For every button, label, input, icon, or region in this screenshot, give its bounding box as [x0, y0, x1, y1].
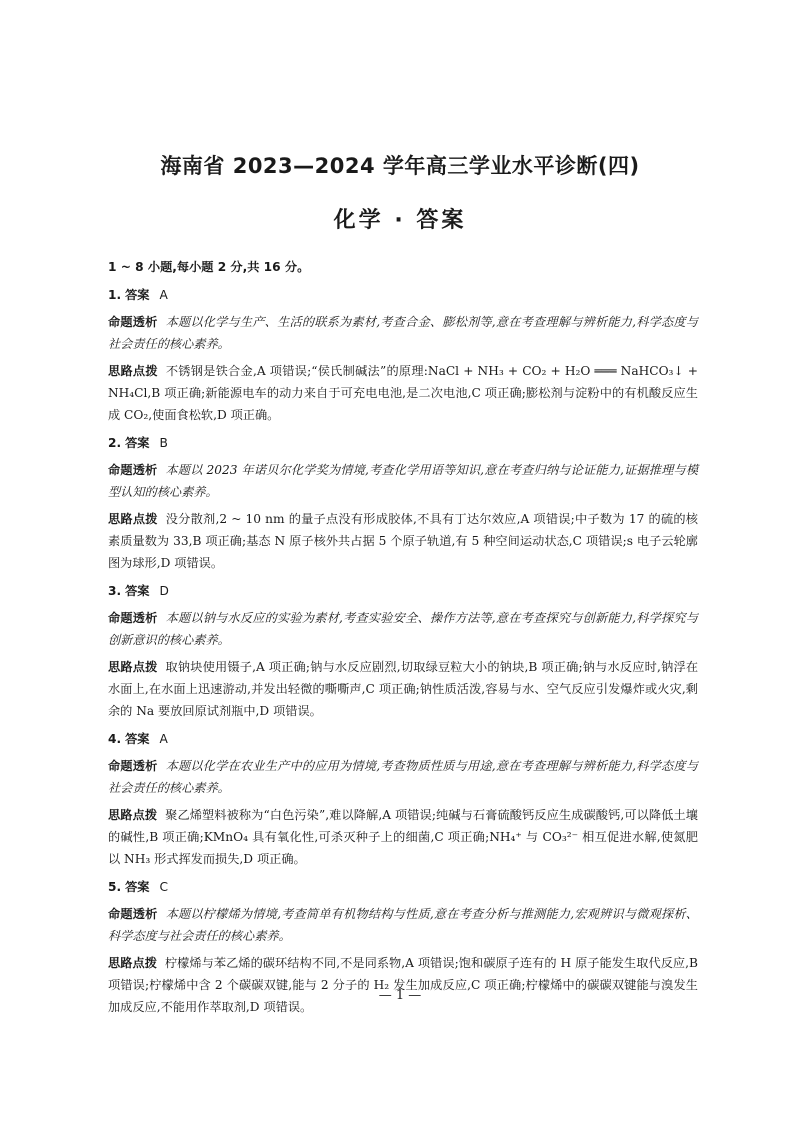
section-intro: 1 ~ 8 小题,每小题 2 分,共 16 分。 [108, 260, 310, 274]
analysis-label: 命题透析 [108, 315, 158, 329]
analysis-paragraph [108, 311, 698, 355]
question-number: 4. [108, 732, 122, 746]
answer-label: 答案 [125, 436, 150, 450]
hint-paragraph [108, 952, 698, 1018]
question-block [108, 432, 698, 574]
page-number: — 1 — [378, 988, 422, 1003]
question-block [108, 728, 698, 870]
hint-text: 取钠块使用镊子,A 项正确;钠与水反应剧烈,切取绿豆粒大小的钠块,B 项正确;钠与水反应时,钠浮在水面上,在水面上迅速游动,并发出轻微的嘶嘶声,C 项正确;钠性质活泼,容易与水、空气反应引发爆炸或火灾,剩余的 Na 要放回原试剂瓶中,D 项错误。 [108, 660, 699, 718]
answer-letter: A [159, 288, 168, 302]
answer-label: 答案 [125, 880, 150, 894]
hint-paragraph [108, 360, 698, 426]
hint-label: 思路点拨 [108, 808, 158, 822]
analysis-paragraph [108, 607, 698, 651]
hint-label: 思路点拨 [108, 956, 157, 970]
answer-letter: D [159, 584, 169, 598]
analysis-paragraph [108, 755, 698, 799]
analysis-text: 本题以 2023 年诺贝尔化学奖为情境,考查化学用语等知识,意在考查归纳与论证能力,证据推理与模型认知的核心素养。 [108, 463, 699, 499]
answer-line [108, 728, 698, 750]
answer-letter: C [159, 880, 169, 894]
analysis-paragraph [108, 903, 698, 947]
analysis-label: 命题透析 [108, 907, 158, 921]
analysis-text: 本题以柠檬烯为情境,考查简单有机物结构与性质,意在考查分析与推测能力,宏观辨识与微观探析、科学态度与社会责任的核心素养。 [108, 907, 698, 943]
hint-label: 思路点拨 [108, 512, 158, 526]
answer-letter: A [159, 732, 168, 746]
analysis-text: 本题以化学在农业生产中的应用为情境,考查物质性质与用途,意在考查理解与辨析能力,科学态度与社会责任的核心素养。 [108, 759, 698, 795]
answer-line [108, 432, 698, 454]
hint-label: 思路点拨 [108, 364, 158, 378]
analysis-label: 命题透析 [108, 463, 158, 477]
analysis-text: 本题以化学与生产、生活的联系为素材,考查合金、膨松剂等,意在考查理解与辨析能力,科学态度与社会责任的核心素养。 [108, 315, 698, 351]
hint-paragraph [108, 804, 698, 870]
answer-line [108, 284, 698, 306]
answer-label: 答案 [125, 288, 150, 302]
answer-line [108, 580, 698, 602]
answer-letter: B [159, 436, 168, 450]
question-number: 3. [108, 584, 122, 598]
analysis-paragraph [108, 459, 698, 503]
answer-line [108, 876, 698, 898]
hint-paragraph [108, 656, 698, 722]
answer-label: 答案 [125, 584, 150, 598]
analysis-label: 命题透析 [108, 759, 158, 773]
question-block [108, 580, 698, 722]
hint-text: 聚乙烯塑料被称为“白色污染”,难以降解,A 项错误;纯碱与石膏硫酸钙反应生成碳酸钙,可以降低土壤的碱性,B 项正确;KMnO₄ 具有氧化性,可杀灭种子上的细菌,C 项正确;NH₄⁺ 与 CO₃²⁻ 相互促进水解,使氮肥以 NH₃ 形式挥发而损失,D 项正确。 [108, 808, 698, 866]
analysis-text: 本题以钠与水反应的实验为素材,考查实验安全、操作方法等,意在考查探究与创新能力,科学探究与创新意识的核心素养。 [108, 611, 698, 647]
hint-text: 没分散剂,2 ~ 10 nm 的量子点没有形成胶体,不具有丁达尔效应,A 项错误;中子数为 17 的硫的核素质量数为 33,B 项正确;基态 N 原子核外共占据 5 个原子轨道,有 5 种空间运动状态,C 项错误;s 电子云轮廓图为球形,D 项错误。 [108, 512, 698, 570]
analysis-label: 命题透析 [108, 611, 158, 625]
page-subtitle: 化学 · 答案 [333, 208, 467, 233]
question-number: 1. [108, 288, 122, 302]
hint-text: 不锈钢是铁合金,A 项错误;“侯氏制碱法”的原理:NaCl + NH₃ + CO₂ + H₂O ═══ NaHCO₃↓ + NH₄Cl,B 项正确;新能源电车的动力来自于可充电电池,是二次电池,C 项正确;膨松剂与淀粉中的有机酸反应生成 CO₂,使面食松软,D 项正确。 [108, 364, 699, 422]
answer-content [108, 256, 698, 1024]
answer-label: 答案 [125, 732, 150, 746]
hint-paragraph [108, 508, 698, 574]
hint-label: 思路点拨 [108, 660, 158, 674]
question-number: 5. [108, 880, 122, 894]
hint-text: 柠檬烯与苯乙烯的碳环结构不同,不是同系物,A 项错误;饱和碳原子连有的 H 原子能发生取代反应,B 项错误;柠檬烯中含 2 个碳碳双键,能与 2 分子的 H₂ 发生加成反应,C 项正确;柠檬烯中的碳碳双键能与溴发生加成反应,不能用作萃取剂,D 项错误。 [108, 956, 698, 1014]
question-number: 2. [108, 436, 122, 450]
question-block [108, 284, 698, 426]
page-title: 海南省 2023—2024 学年高三学业水平诊断(四) [160, 154, 640, 178]
